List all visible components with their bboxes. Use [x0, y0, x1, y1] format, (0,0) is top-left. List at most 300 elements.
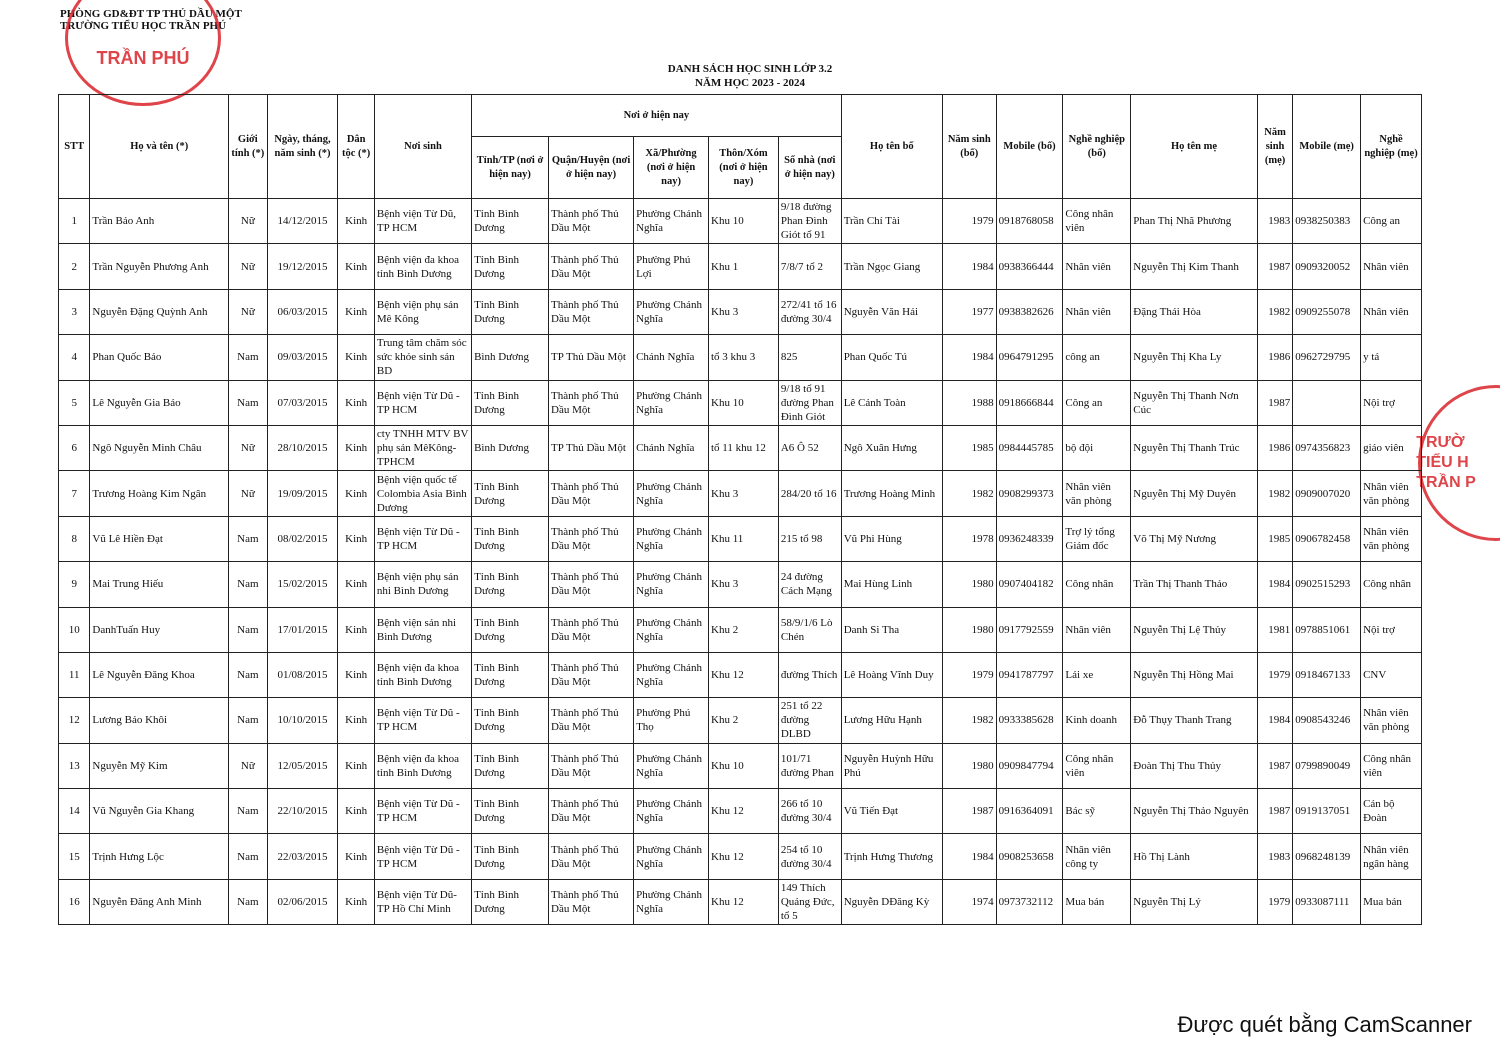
cell-mother-mobile: 0908543246	[1293, 698, 1361, 743]
cell-mother-mobile: 0974356823	[1293, 425, 1361, 470]
cell-mother-job: Nhân viên	[1361, 289, 1422, 334]
cell-mother-job: Nhân viên ngân hàng	[1361, 834, 1422, 879]
col-dob: Ngày, tháng, năm sinh (*)	[267, 95, 338, 199]
cell-gender: Nam	[229, 607, 267, 652]
cell-mother-mobile: 0978851061	[1293, 607, 1361, 652]
cell-name: Trịnh Hưng Lộc	[90, 834, 229, 879]
cell-father-year: 1980	[942, 562, 996, 607]
cell-father-mobile: 0918666844	[996, 380, 1063, 425]
cell-mother: Nguyễn Thị Mỹ Duyên	[1131, 471, 1258, 516]
cell-birthplace: Bệnh viện Từ Dũ - TP HCM	[374, 698, 471, 743]
cell-mother: Nguyễn Thị Lệ Thủy	[1131, 607, 1258, 652]
cell-dob: 14/12/2015	[267, 199, 338, 244]
cell-mother-mobile: 0962729795	[1293, 335, 1361, 380]
col-father-job: Nghề nghiệp (bố)	[1063, 95, 1131, 199]
cell-mother: Nguyễn Thị Thảo Nguyên	[1131, 789, 1258, 834]
cell-district: TP Thủ Dầu Một	[549, 425, 634, 470]
cell-mother-mobile: 0918467133	[1293, 652, 1361, 697]
cell-house: 7/8/7 tổ 2	[778, 244, 841, 289]
cell-dob: 28/10/2015	[267, 425, 338, 470]
cell-mother: Nguyễn Thị Thanh Trúc	[1131, 425, 1258, 470]
cell-mother: Hồ Thị Lành	[1131, 834, 1258, 879]
cell-father-year: 1985	[942, 425, 996, 470]
table-row	[59, 607, 1422, 652]
cell-hamlet: Khu 3	[709, 289, 779, 334]
cell-mother: Đoàn Thị Thu Thủy	[1131, 743, 1258, 788]
cell-district: Thành phố Thủ Dầu Một	[549, 652, 634, 697]
cell-father: Trần Ngọc Giang	[841, 244, 942, 289]
scanner-watermark: Được quét bằng CamScanner	[1177, 1012, 1472, 1037]
cell-gender: Nam	[229, 789, 267, 834]
table-row	[59, 244, 1422, 289]
cell-birthplace: Bệnh viện Từ Dũ - TP HCM	[374, 834, 471, 879]
cell-mother-job: Nhân viên	[1361, 244, 1422, 289]
stamp-right-line-2: TIỂU H	[1416, 454, 1469, 471]
cell-province: Tỉnh Bình Dương	[472, 879, 549, 924]
cell-birthplace: Bệnh viện Từ Dũ- TP Hồ Chí Minh	[374, 879, 471, 924]
cell-house: 825	[778, 335, 841, 380]
cell-ward: Phường Phú Lợi	[634, 244, 709, 289]
cell-father: Nguyễn Văn Hải	[841, 289, 942, 334]
table-row	[59, 879, 1422, 924]
cell-ethnic: Kinh	[338, 471, 374, 516]
cell-mother-year: 1984	[1257, 698, 1292, 743]
col-ward: Xã/Phường (nơi ở hiện nay)	[634, 137, 709, 199]
cell-father: Trịnh Hưng Thương	[841, 834, 942, 879]
cell-father-year: 1987	[942, 789, 996, 834]
cell-ward: Phường Chánh Nghĩa	[634, 879, 709, 924]
table-row	[59, 425, 1422, 470]
cell-mother-mobile: 0909007020	[1293, 471, 1361, 516]
cell-father-year: 1984	[942, 335, 996, 380]
table-row	[59, 789, 1422, 834]
cell-mother-year: 1982	[1257, 289, 1292, 334]
cell-province: Bình Dương	[472, 335, 549, 380]
cell-ethnic: Kinh	[338, 425, 374, 470]
cell-mother-job: Nhân viên văn phòng	[1361, 698, 1422, 743]
cell-dob: 01/08/2015	[267, 652, 338, 697]
table-row	[59, 289, 1422, 334]
cell-ethnic: Kinh	[338, 199, 374, 244]
cell-district: Thành phố Thủ Dầu Một	[549, 380, 634, 425]
cell-father-job: Bác sỹ	[1063, 789, 1131, 834]
cell-father-job: bộ đội	[1063, 425, 1131, 470]
cell-father-year: 1978	[942, 516, 996, 561]
cell-province: Tỉnh Bình Dương	[472, 199, 549, 244]
cell-father-job: Kinh doanh	[1063, 698, 1131, 743]
cell-stt: 16	[59, 879, 90, 924]
cell-father-job: Nhân viên	[1063, 289, 1131, 334]
cell-mother: Phan Thị Nhã Phương	[1131, 199, 1258, 244]
cell-father: Vũ Phi Hùng	[841, 516, 942, 561]
cell-hamlet: Khu 3	[709, 562, 779, 607]
cell-ward: Phường Chánh Nghĩa	[634, 471, 709, 516]
cell-father-mobile: 0909847794	[996, 743, 1063, 788]
cell-father: Nguyễn DĐăng Kỳ	[841, 879, 942, 924]
col-residence: Nơi ở hiện nay	[472, 95, 842, 137]
stamp-right-text	[1416, 433, 1476, 493]
cell-mother-mobile: 0968248139	[1293, 834, 1361, 879]
cell-hamlet: Khu 10	[709, 380, 779, 425]
cell-father-mobile: 0964791295	[996, 335, 1063, 380]
cell-ethnic: Kinh	[338, 244, 374, 289]
cell-district: TP Thủ Dầu Một	[549, 335, 634, 380]
col-birthplace: Nơi sinh	[374, 95, 471, 199]
cell-house: 272/41 tổ 16 đường 30/4	[778, 289, 841, 334]
cell-stt: 6	[59, 425, 90, 470]
table-row	[59, 516, 1422, 561]
cell-province: Tỉnh Bình Dương	[472, 380, 549, 425]
cell-father-year: 1988	[942, 380, 996, 425]
cell-hamlet: tổ 11 khu 12	[709, 425, 779, 470]
cell-mother-year: 1987	[1257, 743, 1292, 788]
cell-ethnic: Kinh	[338, 335, 374, 380]
cell-father-year: 1980	[942, 743, 996, 788]
cell-mother-job: Mua bán	[1361, 879, 1422, 924]
cell-hamlet: Khu 3	[709, 471, 779, 516]
cell-gender: Nam	[229, 516, 267, 561]
cell-ethnic: Kinh	[338, 789, 374, 834]
cell-ethnic: Kinh	[338, 607, 374, 652]
cell-name: Mai Trung Hiếu	[90, 562, 229, 607]
cell-name: Vũ Lê Hiền Đạt	[90, 516, 229, 561]
table-row	[59, 562, 1422, 607]
cell-ethnic: Kinh	[338, 834, 374, 879]
student-rows	[59, 199, 1422, 925]
agency-line-2: TRƯỜNG TIỂU HỌC TRẦN PHÚ	[60, 20, 227, 32]
cell-ward: Phường Chánh Nghĩa	[634, 199, 709, 244]
cell-stt: 15	[59, 834, 90, 879]
col-stt: STT	[59, 95, 90, 199]
cell-mother-job: Công nhân	[1361, 562, 1422, 607]
col-name: Họ và tên (*)	[90, 95, 229, 199]
cell-gender: Nữ	[229, 471, 267, 516]
cell-name: Trần Nguyễn Phương Anh	[90, 244, 229, 289]
cell-birthplace: Bệnh viện đa khoa tỉnh Bình Dương	[374, 652, 471, 697]
cell-province: Tỉnh Bình Dương	[472, 289, 549, 334]
cell-mother: Nguyễn Thị Hồng Mai	[1131, 652, 1258, 697]
cell-stt: 9	[59, 562, 90, 607]
cell-ethnic: Kinh	[338, 879, 374, 924]
cell-house: đường Thích	[778, 652, 841, 697]
cell-father-mobile: 0908299373	[996, 471, 1063, 516]
cell-birthplace: cty TNHH MTV BV phụ sản MêKông- TPHCM	[374, 425, 471, 470]
cell-father: Phan Quốc Tú	[841, 335, 942, 380]
cell-name: DanhTuấn Huy	[90, 607, 229, 652]
cell-father-job: công an	[1063, 335, 1131, 380]
cell-father-year: 1979	[942, 199, 996, 244]
cell-mother-job: Nhân viên văn phòng	[1361, 471, 1422, 516]
cell-mother-year: 1983	[1257, 834, 1292, 879]
cell-name: Nguyễn Đăng Anh Minh	[90, 879, 229, 924]
cell-ward: Phường Chánh Nghĩa	[634, 516, 709, 561]
cell-province: Bình Dương	[472, 425, 549, 470]
cell-stt: 3	[59, 289, 90, 334]
cell-father: Danh Si Tha	[841, 607, 942, 652]
cell-name: Lương Bảo Khôi	[90, 698, 229, 743]
cell-house: 251 tổ 22 đường DLBD	[778, 698, 841, 743]
cell-dob: 02/06/2015	[267, 879, 338, 924]
cell-mother-job: y tá	[1361, 335, 1422, 380]
cell-stt: 4	[59, 335, 90, 380]
col-mother-mobile: Mobile (mẹ)	[1293, 95, 1361, 199]
table-row	[59, 199, 1422, 244]
cell-father-job: Công an	[1063, 380, 1131, 425]
cell-mother-job: giáo viên	[1361, 425, 1422, 470]
col-house: Số nhà (nơi ở hiện nay)	[778, 137, 841, 199]
cell-birthplace: Bệnh viện Từ Dũ - TP HCM	[374, 789, 471, 834]
cell-district: Thành phố Thủ Dầu Một	[549, 289, 634, 334]
cell-district: Thành phố Thủ Dầu Một	[549, 789, 634, 834]
cell-mother-job: CNV	[1361, 652, 1422, 697]
cell-dob: 07/03/2015	[267, 380, 338, 425]
cell-father-mobile: 0941787797	[996, 652, 1063, 697]
cell-father-job: Trợ lý tổng Giám đốc	[1063, 516, 1131, 561]
cell-father-mobile: 0938382626	[996, 289, 1063, 334]
cell-province: Tỉnh Bình Dương	[472, 743, 549, 788]
cell-mother: Đỗ Thụy Thanh Trang	[1131, 698, 1258, 743]
cell-mother: Nguyễn Thị Kha Ly	[1131, 335, 1258, 380]
cell-district: Thành phố Thủ Dầu Một	[549, 834, 634, 879]
cell-hamlet: Khu 2	[709, 698, 779, 743]
cell-birthplace: Bệnh viện Từ Dũ - TP HCM	[374, 380, 471, 425]
cell-ward: Phường Chánh Nghĩa	[634, 289, 709, 334]
cell-birthplace: Bệnh viện phụ sản Mê Kông	[374, 289, 471, 334]
cell-name: Lê Nguyễn Gia Bảo	[90, 380, 229, 425]
cell-mother: Đặng Thái Hòa	[1131, 289, 1258, 334]
cell-gender: Nam	[229, 698, 267, 743]
cell-ethnic: Kinh	[338, 289, 374, 334]
cell-birthplace: Trung tâm chăm sóc sức khỏe sinh sản BD	[374, 335, 471, 380]
cell-name: Trần Bảo Anh	[90, 199, 229, 244]
table-row	[59, 652, 1422, 697]
school-stamp-right	[1418, 385, 1500, 541]
cell-province: Tỉnh Bình Dương	[472, 471, 549, 516]
cell-father-year: 1979	[942, 652, 996, 697]
cell-district: Thành phố Thủ Dầu Một	[549, 199, 634, 244]
cell-ward: Phường Phú Thọ	[634, 698, 709, 743]
cell-province: Tỉnh Bình Dương	[472, 834, 549, 879]
cell-mother: Nguyễn Thị Thanh Nơn Cúc	[1131, 380, 1258, 425]
cell-father-job: Công nhân viên	[1063, 199, 1131, 244]
cell-ethnic: Kinh	[338, 652, 374, 697]
cell-house: 284/20 tổ 16	[778, 471, 841, 516]
cell-house: 24 đường Cách Mạng	[778, 562, 841, 607]
table-row	[59, 380, 1422, 425]
cell-house: A6 Ô 52	[778, 425, 841, 470]
cell-father-mobile: 0918768058	[996, 199, 1063, 244]
student-table	[58, 94, 1422, 925]
cell-father-mobile: 0984445785	[996, 425, 1063, 470]
col-ethnic: Dân tộc (*)	[338, 95, 374, 199]
cell-district: Thành phố Thủ Dầu Một	[549, 743, 634, 788]
cell-gender: Nữ	[229, 425, 267, 470]
cell-mother: Võ Thị Mỹ Nương	[1131, 516, 1258, 561]
agency-line-1: PHÒNG GD&ĐT TP THỦ DẦU MỘT	[60, 8, 242, 20]
cell-mother-mobile: 0919137051	[1293, 789, 1361, 834]
cell-hamlet: Khu 12	[709, 834, 779, 879]
cell-father-mobile: 0917792559	[996, 607, 1063, 652]
cell-father-job: Công nhân	[1063, 562, 1131, 607]
cell-stt: 1	[59, 199, 90, 244]
cell-district: Thành phố Thủ Dầu Một	[549, 879, 634, 924]
cell-name: Vũ Nguyễn Gia Khang	[90, 789, 229, 834]
cell-dob: 09/03/2015	[267, 335, 338, 380]
cell-gender: Nam	[229, 834, 267, 879]
cell-father: Lương Hữu Hạnh	[841, 698, 942, 743]
cell-province: Tỉnh Bình Dương	[472, 652, 549, 697]
cell-father-year: 1982	[942, 698, 996, 743]
cell-name: Nguyễn Mỹ Kim	[90, 743, 229, 788]
cell-birthplace: Bệnh viện đa khoa tỉnh Bình Dương	[374, 743, 471, 788]
cell-hamlet: Khu 11	[709, 516, 779, 561]
cell-father-year: 1984	[942, 834, 996, 879]
cell-dob: 12/05/2015	[267, 743, 338, 788]
cell-father-year: 1982	[942, 471, 996, 516]
col-mother-job: Nghề nghiệp (mẹ)	[1361, 95, 1422, 199]
cell-mother-year: 1979	[1257, 879, 1292, 924]
cell-father-year: 1984	[942, 244, 996, 289]
cell-ward: Phường Chánh Nghĩa	[634, 789, 709, 834]
cell-hamlet: Khu 10	[709, 199, 779, 244]
cell-mother-year: 1979	[1257, 652, 1292, 697]
cell-ward: Phường Chánh Nghĩa	[634, 607, 709, 652]
cell-father: Mai Hùng Linh	[841, 562, 942, 607]
cell-dob: 22/03/2015	[267, 834, 338, 879]
cell-stt: 12	[59, 698, 90, 743]
table-row	[59, 471, 1422, 516]
cell-stt: 10	[59, 607, 90, 652]
cell-stt: 7	[59, 471, 90, 516]
cell-ethnic: Kinh	[338, 516, 374, 561]
cell-ward: Phường Chánh Nghĩa	[634, 834, 709, 879]
cell-mother-job: Công nhân viên	[1361, 743, 1422, 788]
cell-father-mobile: 0936248339	[996, 516, 1063, 561]
cell-father-job: Mua bán	[1063, 879, 1131, 924]
cell-mother-year: 1987	[1257, 380, 1292, 425]
stamp-top-text: TRẦN PHÚ	[96, 47, 190, 68]
cell-mother-year: 1986	[1257, 335, 1292, 380]
cell-father: Lê Hoàng Vĩnh Duy	[841, 652, 942, 697]
cell-ethnic: Kinh	[338, 743, 374, 788]
cell-gender: Nữ	[229, 289, 267, 334]
cell-name: Lê Nguyễn Đăng Khoa	[90, 652, 229, 697]
cell-dob: 19/12/2015	[267, 244, 338, 289]
col-hamlet: Thôn/Xóm (nơi ở hiện nay)	[709, 137, 779, 199]
cell-father-job: Nhân viên	[1063, 607, 1131, 652]
table-row	[59, 743, 1422, 788]
cell-dob: 22/10/2015	[267, 789, 338, 834]
document-subtitle: NĂM HỌC 2023 - 2024	[695, 77, 805, 89]
cell-father-mobile: 0973732112	[996, 879, 1063, 924]
cell-province: Tỉnh Bình Dương	[472, 607, 549, 652]
cell-mother: Nguyễn Thị Kim Thanh	[1131, 244, 1258, 289]
cell-dob: 08/02/2015	[267, 516, 338, 561]
cell-father-job: Lái xe	[1063, 652, 1131, 697]
cell-mother-year: 1987	[1257, 789, 1292, 834]
cell-gender: Nam	[229, 652, 267, 697]
cell-ward: Chánh Nghĩa	[634, 425, 709, 470]
cell-gender: Nữ	[229, 244, 267, 289]
school-stamp-top	[65, 0, 221, 106]
cell-house: 9/18 tổ 91 đường Phan Đình Giót	[778, 380, 841, 425]
cell-gender: Nam	[229, 335, 267, 380]
cell-district: Thành phố Thủ Dầu Một	[549, 562, 634, 607]
cell-hamlet: Khu 10	[709, 743, 779, 788]
table-row	[59, 834, 1422, 879]
document-title: DANH SÁCH HỌC SINH LỚP 3.2	[667, 63, 833, 75]
cell-gender: Nữ	[229, 199, 267, 244]
cell-father-mobile: 0938366444	[996, 244, 1063, 289]
cell-gender: Nam	[229, 380, 267, 425]
cell-father: Trương Hoàng Minh	[841, 471, 942, 516]
cell-father-mobile: 0916364091	[996, 789, 1063, 834]
col-father: Họ tên bố	[841, 95, 942, 199]
cell-ward: Phường Chánh Nghĩa	[634, 743, 709, 788]
cell-house: 9/18 đường Phan Đình Giót tổ 91	[778, 199, 841, 244]
stamp-right-line-3: TRẦN P	[1416, 474, 1476, 491]
cell-house: 254 tổ 10 đường 30/4	[778, 834, 841, 879]
cell-mother-job: Cán bộ Đoàn	[1361, 789, 1422, 834]
cell-dob: 19/09/2015	[267, 471, 338, 516]
cell-mother-job: Nội trợ	[1361, 380, 1422, 425]
cell-mother-year: 1981	[1257, 607, 1292, 652]
cell-dob: 15/02/2015	[267, 562, 338, 607]
cell-stt: 13	[59, 743, 90, 788]
cell-father: Trần Chí Tài	[841, 199, 942, 244]
col-province: Tỉnh/TP (nơi ở hiện nay)	[472, 137, 549, 199]
cell-father-mobile: 0933385628	[996, 698, 1063, 743]
cell-father: Nguyễn Huỳnh Hữu Phú	[841, 743, 942, 788]
cell-district: Thành phố Thủ Dầu Một	[549, 516, 634, 561]
cell-mother-year: 1982	[1257, 471, 1292, 516]
cell-ward: Phường Chánh Nghĩa	[634, 652, 709, 697]
cell-stt: 8	[59, 516, 90, 561]
cell-house: 149 Thích Quảng Đức, tổ 5	[778, 879, 841, 924]
cell-father-job: Nhân viên văn phòng	[1063, 471, 1131, 516]
cell-birthplace: Bệnh viện Từ Dũ - TP HCM	[374, 516, 471, 561]
cell-hamlet: tổ 3 khu 3	[709, 335, 779, 380]
cell-ward: Phường Chánh Nghĩa	[634, 562, 709, 607]
cell-district: Thành phố Thủ Dầu Một	[549, 607, 634, 652]
cell-father: Vũ Tiến Đạt	[841, 789, 942, 834]
cell-gender: Nam	[229, 562, 267, 607]
cell-house: 215 tổ 98	[778, 516, 841, 561]
cell-gender: Nữ	[229, 743, 267, 788]
cell-hamlet: Khu 1	[709, 244, 779, 289]
cell-hamlet: Khu 12	[709, 652, 779, 697]
col-district: Quận/Huyện (nơi ở hiện nay)	[549, 137, 634, 199]
col-gender: Giới tính (*)	[229, 95, 267, 199]
cell-ethnic: Kinh	[338, 698, 374, 743]
cell-father-job: Nhân viên	[1063, 244, 1131, 289]
cell-district: Thành phố Thủ Dầu Một	[549, 244, 634, 289]
cell-mother-mobile: 0906782458	[1293, 516, 1361, 561]
cell-stt: 5	[59, 380, 90, 425]
cell-dob: 10/10/2015	[267, 698, 338, 743]
cell-ethnic: Kinh	[338, 562, 374, 607]
cell-mother-year: 1986	[1257, 425, 1292, 470]
cell-mother-mobile: 0799890049	[1293, 743, 1361, 788]
table-row	[59, 698, 1422, 743]
cell-province: Tỉnh Bình Dương	[472, 789, 549, 834]
cell-house: 266 tổ 10 đường 30/4	[778, 789, 841, 834]
cell-mother-mobile: 0909320052	[1293, 244, 1361, 289]
cell-birthplace: Bệnh viện phụ sản nhi Bình Dương	[374, 562, 471, 607]
cell-mother-job: Công an	[1361, 199, 1422, 244]
cell-father: Lê Cảnh Toàn	[841, 380, 942, 425]
cell-dob: 06/03/2015	[267, 289, 338, 334]
